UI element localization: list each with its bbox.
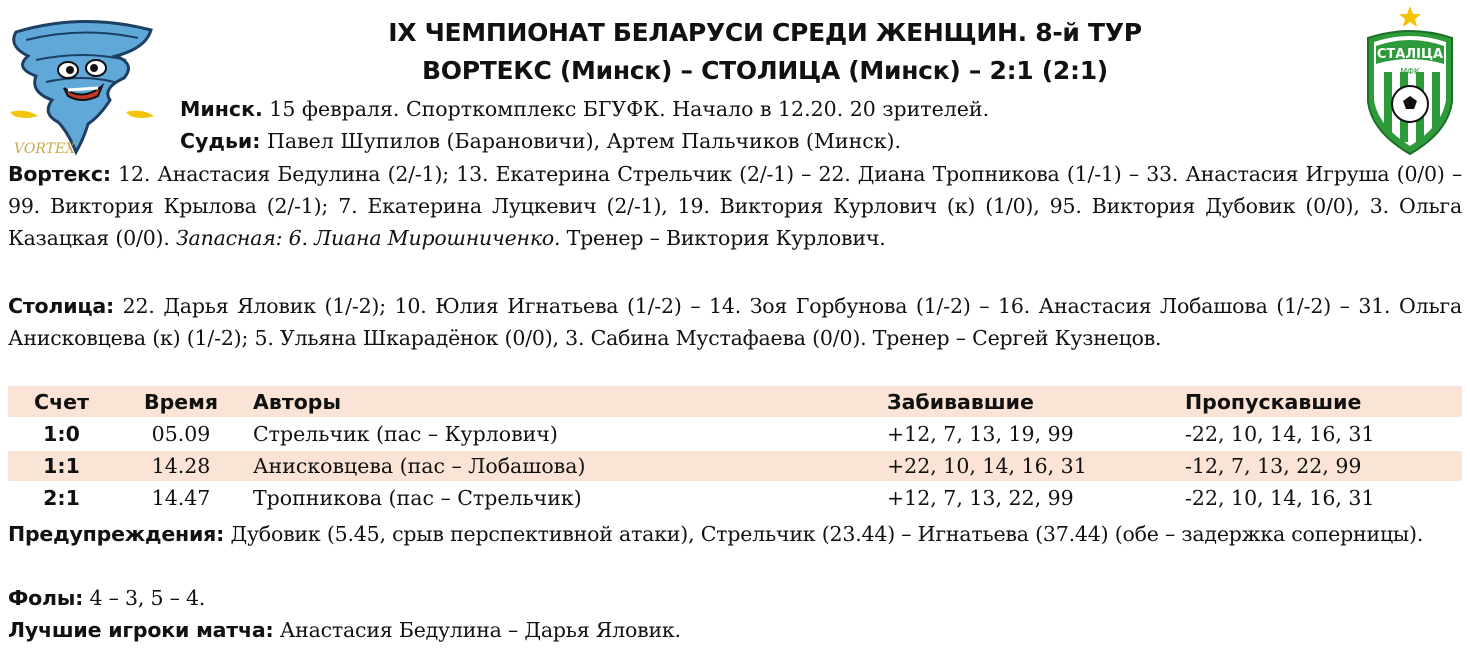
table-row <box>8 450 1462 482</box>
fouls <box>8 582 1462 614</box>
stolitsa-lineup-text: 22. Дарья Яловик (1/-2); 10. Юлия Игнатьева (1/-2) – 14. Зоя Горбунова (1/-2) – 16. Анастасия Лобашова (1/-2) – 31. Ольга Анисковцева (к) (1/-2); 5. Ульяна Шкарадёнок (0/0), 3. Сабина Мустафаева (0/0). Тренер – Сергей Кузнецов. <box>8 294 1462 350</box>
col-authors: Авторы <box>247 386 881 418</box>
best-text: Анастасия Бедулина – Дарья Яловик. <box>273 618 681 642</box>
goal-conceded: -22, 10, 14, 16, 31 <box>1179 482 1462 514</box>
col-time: Время <box>115 386 247 418</box>
vortex-lineup-text: 12. Анастасия Бедулина (2/-1); 13. Екатерина Стрельчик (2/-1) – 22. Диана Тропникова (1/-1) – 33. Анастасия Игруша (0/0) – 99. Виктория Крылова (2/-1); 7. Екатерина Луцкевич (2/-1), 19. Виктория Курлович (к) (1/0), 95. Виктория Дубовик (0/0), 3. Ольга Казацкая (0/0). <box>8 162 1462 250</box>
fouls-text: 4 – 3, 5 – 4. <box>83 586 206 610</box>
vortex-logo-text: VORTEX <box>14 141 76 157</box>
stolitsa-label: Столица: <box>8 294 115 318</box>
stolitsa-logo <box>1360 2 1460 158</box>
goal-conceded: -22, 10, 14, 16, 31 <box>1179 418 1462 450</box>
star-icon <box>1399 6 1421 27</box>
vortex-logo <box>6 12 158 158</box>
vortex-lineup <box>8 158 1462 254</box>
goal-authors: Анисковцева (пас – Лобашова) <box>247 450 881 482</box>
goal-score: 2:1 <box>8 482 115 514</box>
goals-table <box>8 386 1462 515</box>
stolitsa-logo-text: СТАЛІЦА <box>1376 47 1444 62</box>
best-players <box>8 614 1462 646</box>
goal-conceded: -12, 7, 13, 22, 99 <box>1179 450 1462 482</box>
goal-authors: Тропникова (пас – Стрельчик) <box>247 482 881 514</box>
referees-info <box>180 126 901 156</box>
goal-score: 1:0 <box>8 418 115 450</box>
warnings-text: Дубовик (5.45, срыв перспективной атаки), Стрельчик (23.44) – Игнатьева (37.44) (обе – задержка соперницы). <box>224 522 1424 546</box>
goal-score: 1:1 <box>8 450 115 482</box>
stolitsa-lineup <box>8 290 1462 354</box>
championship-title: IX ЧЕМПИОНАТ БЕЛАРУСИ СРЕДИ ЖЕНЩИН. 8-й ТУР <box>388 18 1142 47</box>
col-scorers: Забивавшие <box>881 386 1179 418</box>
vortex-reserve: Запасная: 6. Лиана Мирошниченко. <box>175 226 561 250</box>
place-text: 15 февраля. Спорткомплекс БГУФК. Начало в 12.20. 20 зрителей. <box>262 97 990 121</box>
vortex-label: Вортекс: <box>8 162 111 186</box>
table-row <box>8 418 1462 450</box>
warnings <box>8 518 1462 550</box>
goals-table-header <box>8 386 1462 418</box>
match-title: ВОРТЕКС (Минск) – СТОЛИЦА (Минск) – 2:1 (2:1) <box>422 56 1108 85</box>
place-label: Минск. <box>180 97 263 121</box>
referees-label: Судьи: <box>180 129 261 153</box>
col-conceded: Пропускавшие <box>1179 386 1462 418</box>
best-label: Лучшие игроки матча: <box>8 618 274 642</box>
vortex-coach: Тренер – Виктория Курлович. <box>560 226 886 250</box>
match-info <box>180 94 989 124</box>
goal-authors: Стрельчик (пас – Курлович) <box>247 418 881 450</box>
goal-scorers: +12, 7, 13, 19, 99 <box>881 418 1179 450</box>
stolitsa-logo-sub: МФК <box>1400 67 1420 76</box>
goal-scorers: +22, 10, 14, 16, 31 <box>881 450 1179 482</box>
warnings-label: Предупреждения: <box>8 522 225 546</box>
report-header <box>180 14 1350 90</box>
fouls-label: Фолы: <box>8 586 84 610</box>
goal-time: 05.09 <box>115 418 247 450</box>
table-row <box>8 482 1462 514</box>
col-score: Счет <box>8 386 115 418</box>
referees-text: Павел Шупилов (Барановичи), Артем Пальчиков (Минск). <box>260 129 902 153</box>
goal-scorers: +12, 7, 13, 22, 99 <box>881 482 1179 514</box>
goal-time: 14.47 <box>115 482 247 514</box>
goal-time: 14.28 <box>115 450 247 482</box>
